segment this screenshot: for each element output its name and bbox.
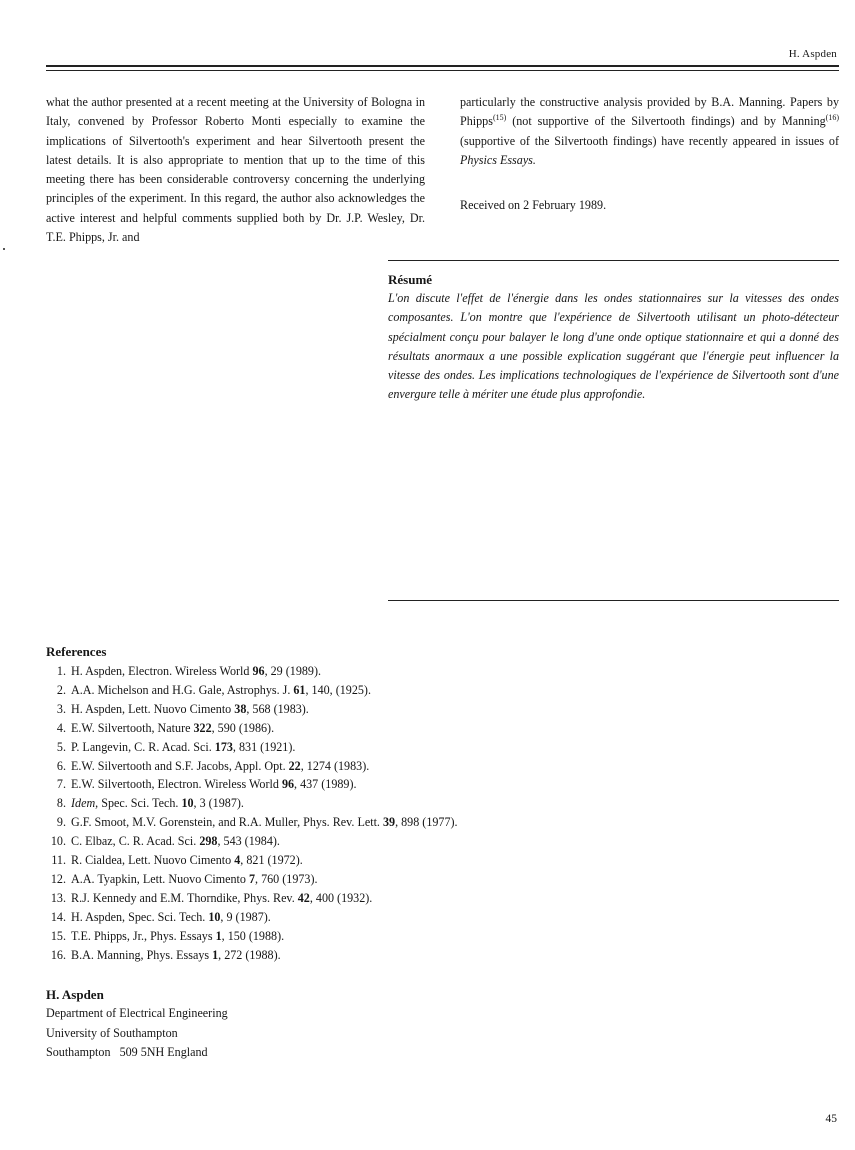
reference-number: 10. [50,834,66,849]
reference-text: R.J. Kennedy and E.M. Thorndike, Phys. Rev. 42, 400 (1932). [71,890,373,905]
reference-item [46,681,466,700]
body-paragraph-left: what the author presented at a recent meeting at the University of Bologna in Italy, convened by Professor Roberto Monti especially to examine the implications of Silvertooth's experiment and hear Silvertooth present the latest details. It is also appropriate to mention that up to the time of this meeting there has been considerable controversy concerning the underlying principles of the experiment. In this regard, the author also acknowledges the active interest and helpful comments supplied both by Dr. J.P. Wesley, Dr. T.E. Phipps, Jr. and [46,95,425,245]
reference-number: 7. [56,777,66,792]
reference-item [46,775,466,794]
reference-item [46,813,466,832]
author-university: University of Southampton [46,1025,178,1040]
resume-text: L'on discute l'effet de l'énergie dans les ondes stationnaires sur la vitesses des ondes composantes. L'on montre que l'expérience de Silvertooth utilisant un photo-détecteur spécialment conçu pour balayer le long d'une onde optique stationnaire et qui a donné des résultats anormaux a une possible explication suggérant que l'énergie peut influencer la vitesse des ondes. Les implications technologiques de l'expérience de Silvertooth sont d'une envergure telle à mériter une étude plus approfondie. [388,291,839,402]
reference-number: 9. [56,815,66,830]
reference-text: A.A. Michelson and H.G. Gale, Astrophys. J. 61, 140, (1925). [71,682,371,697]
reference-item [46,889,466,908]
reference-text: C. Elbaz, C. R. Acad. Sci. 298, 543 (1984). [71,834,280,849]
reference-text: Idem, Spec. Sci. Tech. 10, 3 (1987). [71,796,244,811]
scan-speck [3,248,5,250]
reference-number: 15. [50,928,66,943]
reference-item [46,832,466,851]
reference-text: H. Aspden, Lett. Nuovo Cimento 38, 568 (1983). [71,701,309,716]
author-department: Department of Electrical Engineering [46,1006,228,1021]
reference-text: E.W. Silvertooth, Nature 322, 590 (1986). [71,720,275,735]
reference-number: 6. [56,758,66,773]
citation-16: (16) [825,113,839,123]
page-number: 45 [825,1113,837,1125]
reference-item [46,700,466,719]
reference-number: 1. [56,664,66,678]
reference-item [46,738,466,757]
body-column-right [460,93,839,215]
citation-15: (15) [492,113,507,123]
header-rule-thick [46,65,839,67]
reference-item [46,870,466,889]
reference-item [46,908,466,927]
resume-title: Résumé [388,272,433,287]
author-name: H. Aspden [46,987,104,1002]
references-title: References [46,644,107,659]
journal-name: Physics Essays. [460,152,536,167]
resume-rule-bottom [388,600,839,601]
reference-text: H. Aspden, Electron. Wireless World 96, 29 (1989). [71,664,322,678]
reference-item [46,946,466,965]
reference-text: R. Cialdea, Lett. Nuovo Cimento 4, 821 (1972). [71,853,303,868]
reference-number: 13. [50,890,66,905]
reference-item [46,927,466,946]
author-block [46,985,228,1062]
reference-item [46,662,466,681]
body-paragraph-right [460,93,839,170]
reference-number: 2. [56,682,66,697]
body-column-left [46,93,425,247]
author-address: Southampton 509 5NH England [46,1044,208,1059]
reference-number: 3. [56,701,66,716]
received-date: Received on 2 February 1989. [460,198,607,213]
body-text-c: (supportive of the Silvertooth findings) have recently appeared in issues of [460,133,839,148]
reference-text: P. Langevin, C. R. Acad. Sci. 173, 831 (1921). [71,739,296,754]
reference-item [46,757,466,776]
reference-number: 11. [51,853,66,868]
header-rule-thin [46,70,839,71]
reference-text: E.W. Silvertooth, Electron. Wireless World 96, 437 (1989). [71,777,357,792]
reference-number: 16. [50,947,66,962]
reference-text: E.W. Silvertooth and S.F. Jacobs, Appl. Opt. 22, 1274 (1983). [71,758,370,773]
running-head: H. Aspden [788,48,837,60]
reference-number: 14. [50,909,66,924]
reference-number: 12. [50,871,66,886]
references-list [46,662,466,965]
references-section [46,643,466,965]
reference-item [46,794,466,813]
reference-number: 5. [56,739,66,754]
reference-number: 4. [56,720,66,735]
reference-item [46,851,466,870]
reference-text: T.E. Phipps, Jr., Phys. Essays 1, 150 (1988). [71,928,285,943]
resume-rule-top [388,260,839,261]
reference-text: H. Aspden, Spec. Sci. Tech. 10, 9 (1987). [71,909,271,924]
reference-number: 8. [56,796,66,811]
reference-text: A.A. Tyapkin, Lett. Nuovo Cimento 7, 760 (1973). [71,871,318,886]
reference-text: G.F. Smoot, M.V. Gorenstein, and R.A. Muller, Phys. Rev. Lett. 39, 898 (1977). [71,815,458,830]
body-text-b: (not supportive of the Silvertooth findings) and by Manning [506,114,826,129]
reference-item [46,719,466,738]
body-text-a: particularly the constructive analysis provided by B.A. Manning. Papers by Phipps [460,95,839,129]
resume-section [388,270,839,405]
reference-text: B.A. Manning, Phys. Essays 1, 272 (1988). [71,947,281,962]
